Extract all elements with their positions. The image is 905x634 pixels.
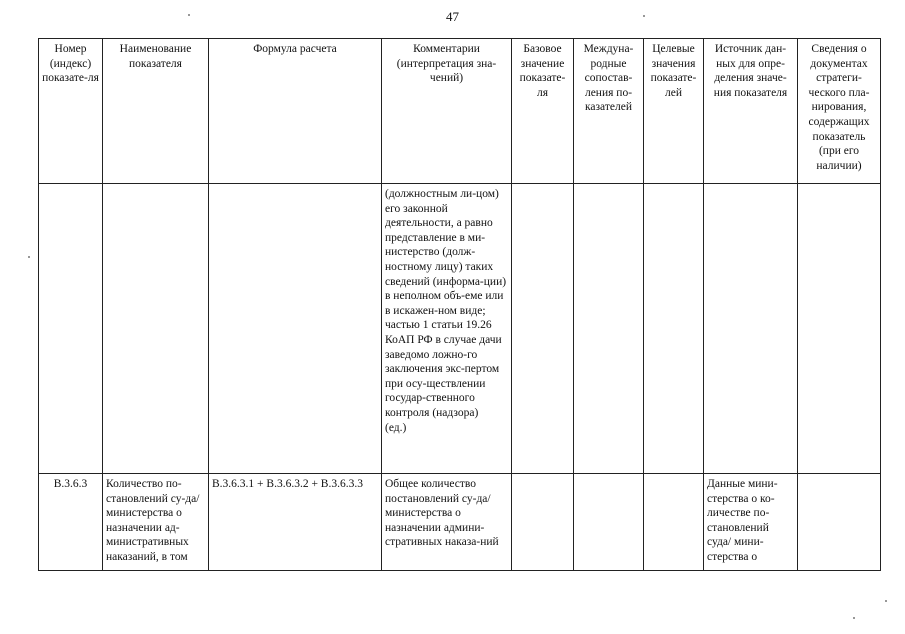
table-row: [39, 184, 881, 474]
scan-speck: [643, 15, 645, 17]
indicators-table: [38, 38, 881, 571]
cell-documents: [798, 184, 881, 474]
cell-code: [39, 184, 103, 474]
table-row: [39, 474, 881, 571]
cell-source: Данные мини-стерства о ко-личестве по-становлений суда/ мини-стерства о: [704, 474, 798, 571]
cell-base: [512, 474, 574, 571]
cell-documents: [798, 474, 881, 571]
cell-code: В.3.6.3: [39, 474, 103, 571]
cell-target: [644, 474, 704, 571]
cell-target: [644, 184, 704, 474]
scan-speck: [853, 617, 855, 619]
header-name: Наименование показателя: [103, 39, 209, 184]
cell-comment: (должностным ли-цом) его законной деятельности, а равно представление в ми-нистерство (долж-ностному лицу) таких сведений (информа-ции) в неполном объ-еме или в искажен-ном виде; частью 1 статьи 19.26 КоАП РФ в случае дачи заведомо ложно-го заключения экс-пертом при осу-ществлении государ-ственного контроля (надзора) (ед.): [382, 184, 512, 474]
header-source: Источник дан-ных для опре-деления значе-ния показателя: [704, 39, 798, 184]
scan-speck: [885, 600, 887, 602]
cell-name: [103, 184, 209, 474]
cell-source: [704, 184, 798, 474]
cell-formula: [209, 184, 382, 474]
header-base: Базовое значение показате-ля: [512, 39, 574, 184]
header-comment: Комментарии (интерпретация зна-чений): [382, 39, 512, 184]
cell-comment: Общее количество постановлений су-да/министерства о назначении админи-стративных наказа-ний: [382, 474, 512, 571]
header-international: Междуна-родные сопостав-ления по-казателей: [574, 39, 644, 184]
cell-base: [512, 184, 574, 474]
header-target: Целевые значения показате-лей: [644, 39, 704, 184]
scan-speck: [188, 14, 190, 16]
table-header-row: [39, 39, 881, 184]
cell-international: [574, 184, 644, 474]
header-code: Номер (индекс) показате-ля: [39, 39, 103, 184]
header-formula: Формула расчета: [209, 39, 382, 184]
cell-international: [574, 474, 644, 571]
page-number: 47: [446, 9, 459, 24]
cell-name: Количество по-становлений су-да/министерства о назначении ад-министративных наказаний, в том: [103, 474, 209, 571]
scan-speck: [28, 256, 30, 258]
cell-formula: В.3.6.3.1 + В.3.6.3.2 + В.3.6.3.3: [209, 474, 382, 571]
header-documents: Сведения о документах стратеги-ческого пла-нирования, содержащих показатель (при его наличии): [798, 39, 881, 184]
